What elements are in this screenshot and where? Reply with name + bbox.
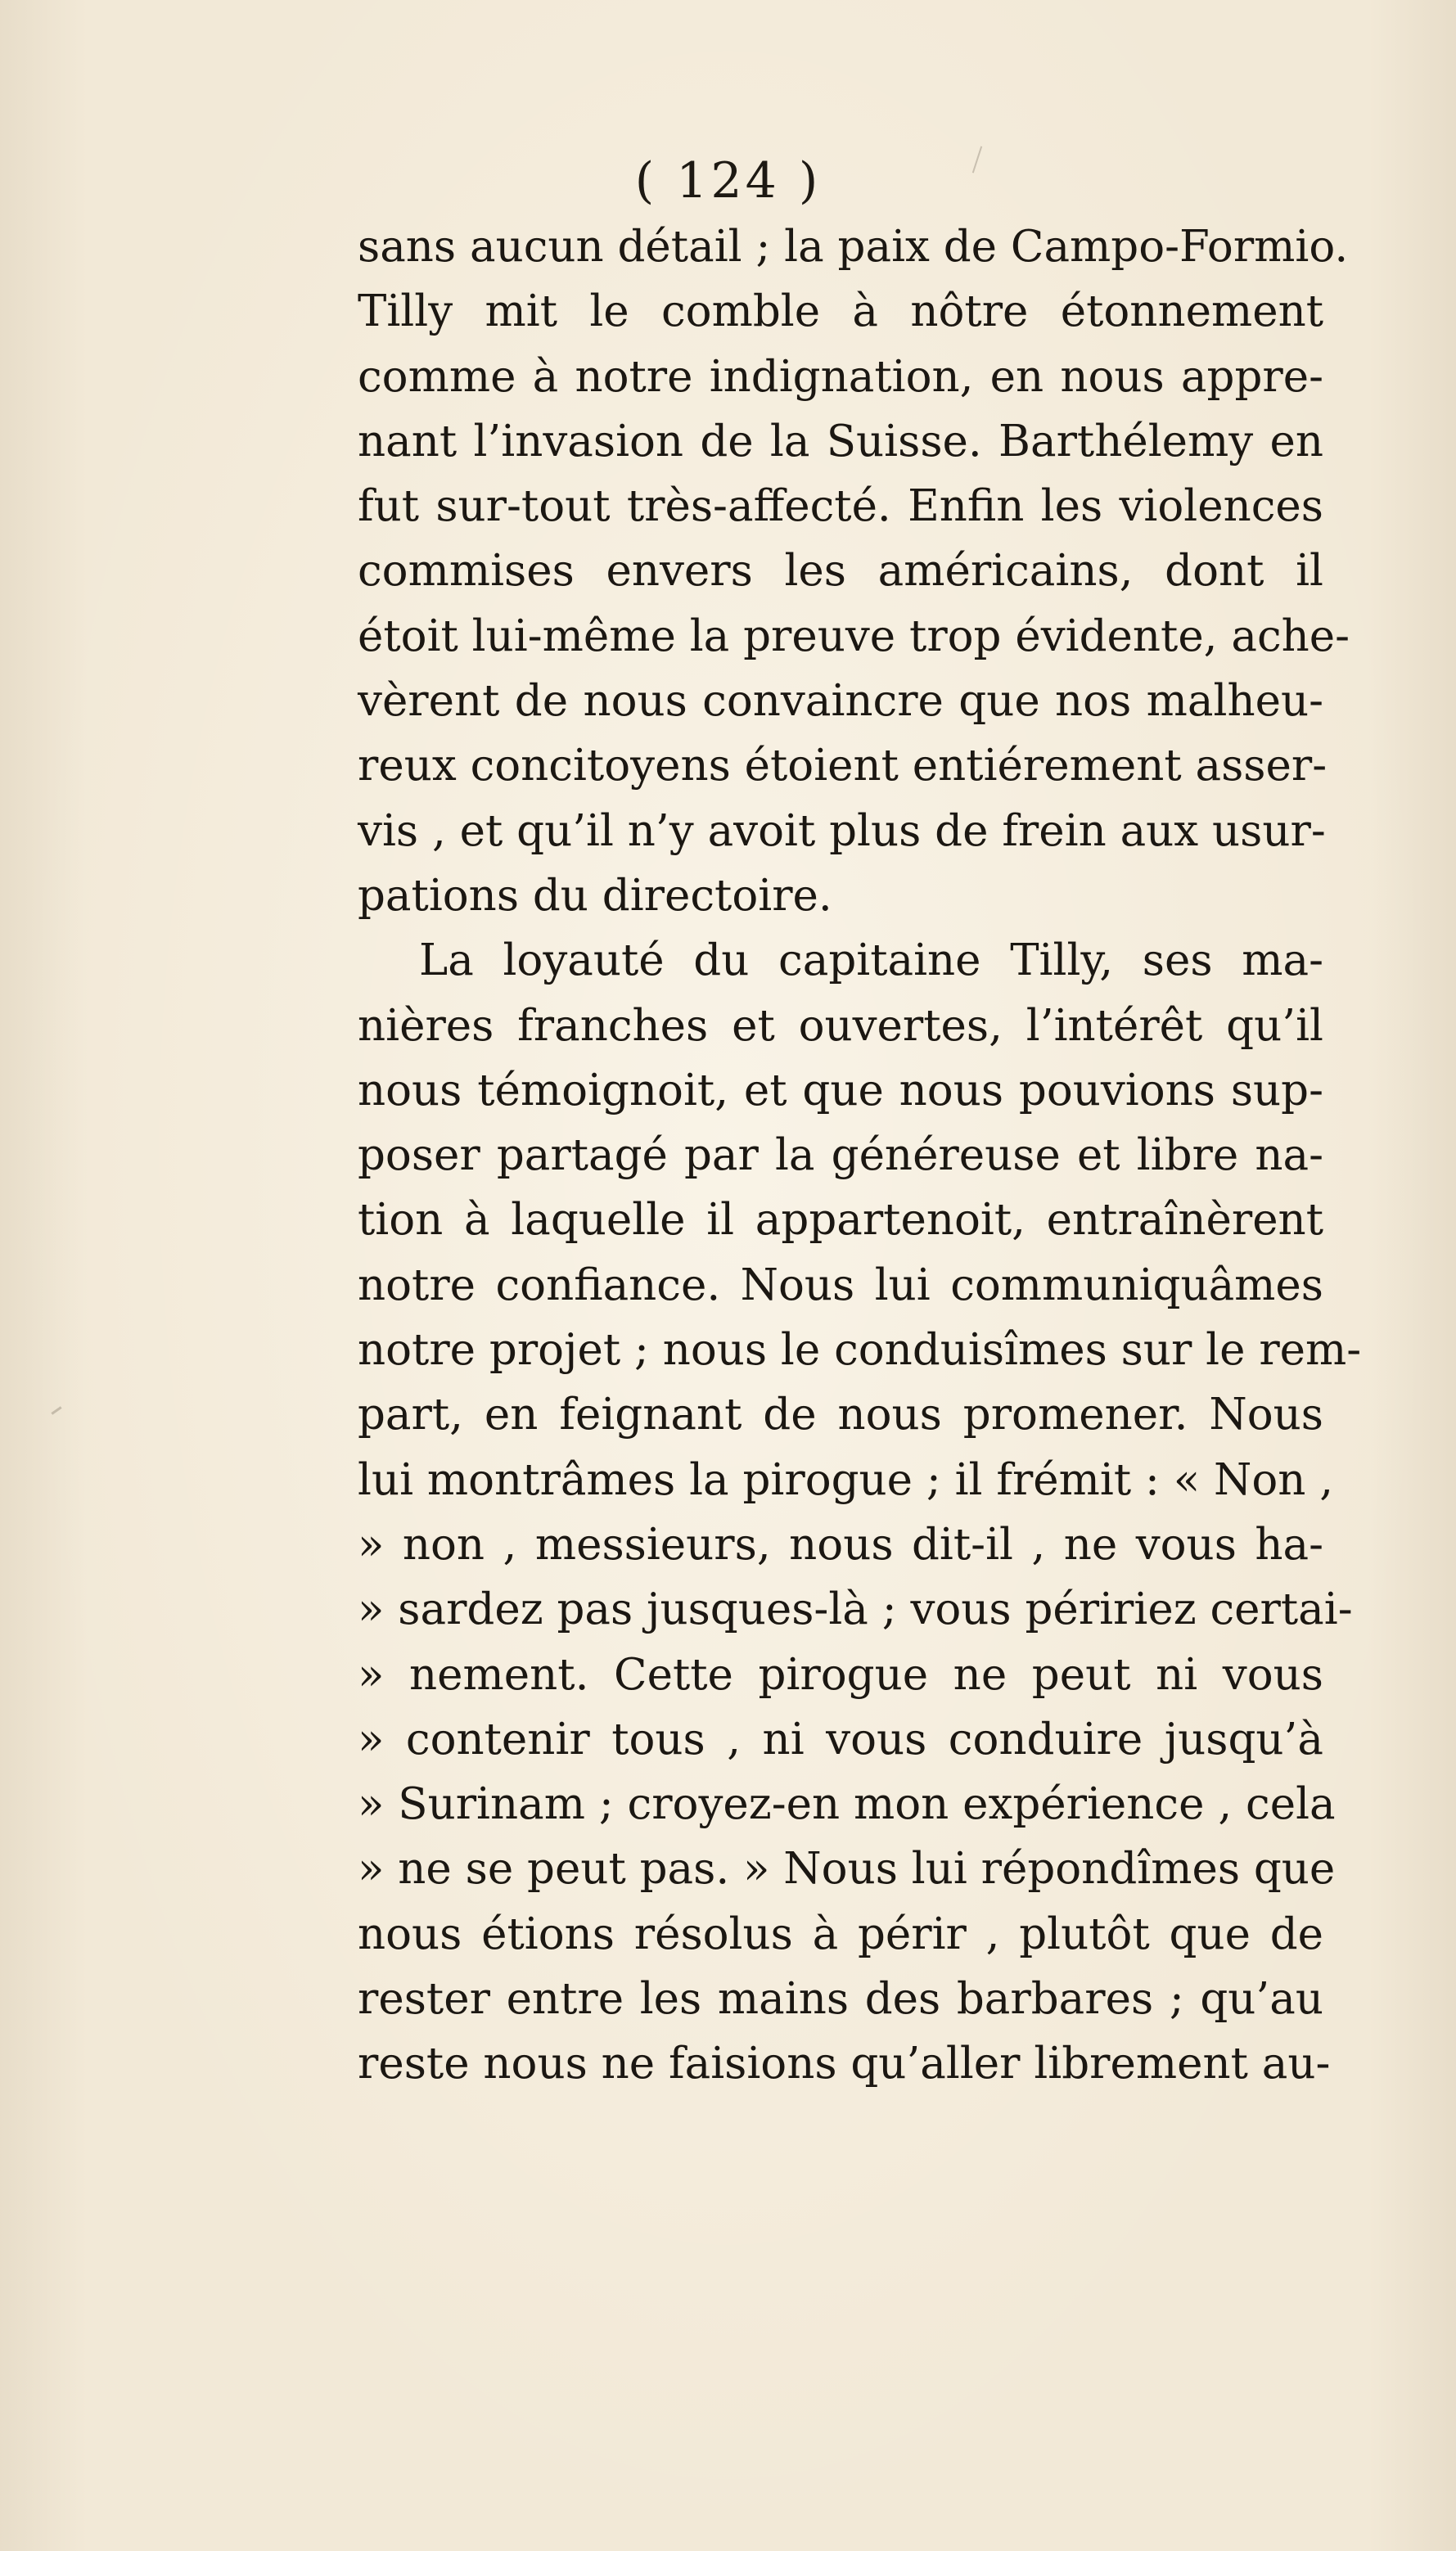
paper-speck: [51, 1406, 61, 1414]
text-line: rester entre les mains des barbares ; qu’au: [358, 1974, 1323, 2025]
text-line: Tilly mit le comble à nôtre étonnement: [358, 286, 1323, 337]
text-line: vis , et qu’il n’y avoit plus de frein aux usur-: [358, 805, 1326, 856]
text-line: » contenir tous , ni vous conduire jusqu’à: [358, 1714, 1323, 1765]
text-line: reste nous ne faisions qu’aller librement au-: [358, 2039, 1331, 2089]
text-line: notre confiance. Nous lui communiquâmes: [358, 1260, 1323, 1310]
body-text: [358, 214, 1362, 2097]
text-line: lui montrâmes la pirogue ; il frémit : « Non ,: [358, 1454, 1334, 1505]
text-line: » ne se peut pas. » Nous lui répondîmes que: [358, 1844, 1336, 1895]
text-line: » nement. Cette pirogue ne peut ni vous: [358, 1649, 1323, 1700]
text-line: fut sur-tout très-affecté. Enfin les violences: [358, 481, 1323, 532]
text-line: tion à laquelle il appartenoit, entraînèrent: [358, 1195, 1323, 1246]
text-line: comme à notre indignation, en nous appre-: [358, 351, 1323, 402]
text-line: nous étions résolus à périr , plutôt que de: [358, 1909, 1323, 1959]
text-line: notre projet ; nous le conduisîmes sur le rem-: [358, 1325, 1362, 1376]
text-line: sans aucun détail ; la paix de Campo-Formio.: [358, 222, 1349, 272]
text-line: nières franches et ouvertes, l’intérêt qu’il: [358, 1000, 1323, 1051]
text-line: » Surinam ; croyez-en mon expérience , cela: [358, 1779, 1336, 1830]
text-line: vèrent de nous convaincre que nos malheu-: [358, 676, 1323, 727]
text-line: » sardez pas jusques-là ; vous péririez certai-: [358, 1584, 1353, 1635]
text-line: » non , messieurs, nous dit-il , ne vous ha-: [358, 1519, 1323, 1570]
text-line: poser partagé par la généreuse et libre na-: [358, 1130, 1323, 1181]
paragraph-start-line: La loyauté du capitaine Tilly, ses ma-: [419, 935, 1323, 986]
text-line: commises envers les américains, dont il: [358, 546, 1323, 597]
text-line: nous témoignoit, et que nous pouvions sup-: [358, 1065, 1323, 1115]
text-line: étoit lui-même la preuve trop évidente, ache-: [358, 611, 1350, 661]
text-line: part, en feignant de nous promener. Nous: [358, 1390, 1323, 1440]
text-line: reux concitoyens étoient entiérement asser-: [358, 741, 1328, 791]
page-number: ( 124 ): [634, 152, 822, 210]
text-line: nant l’invasion de la Suisse. Barthélemy en: [358, 416, 1323, 466]
text-line: pations du directoire.: [358, 870, 832, 921]
